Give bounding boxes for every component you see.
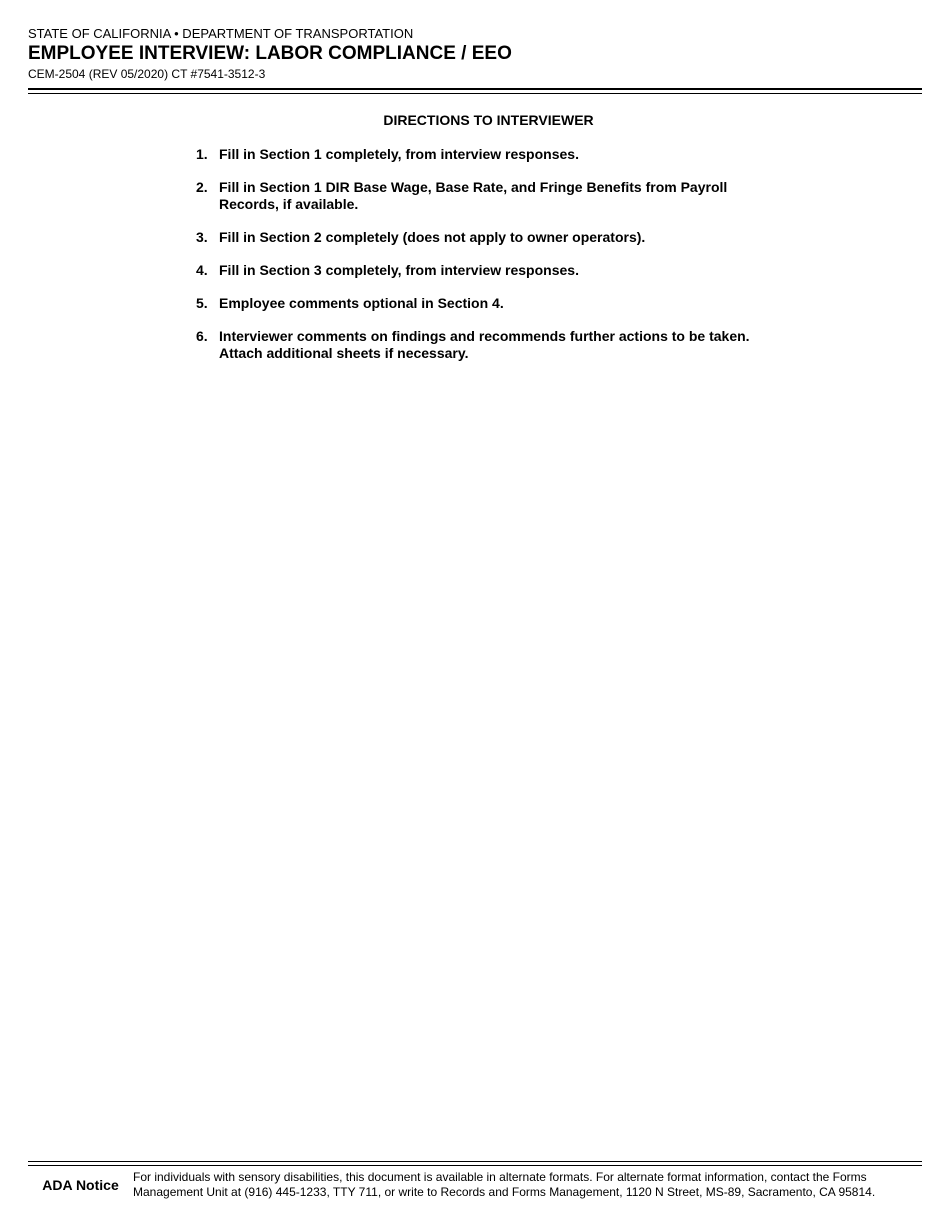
direction-number: 1. bbox=[196, 146, 208, 162]
direction-text: Fill in Section 1 completely, from interview responses. bbox=[219, 146, 579, 162]
direction-number: 3. bbox=[196, 229, 208, 245]
direction-item bbox=[196, 146, 766, 163]
directions-heading: DIRECTIONS TO INTERVIEWER bbox=[383, 112, 594, 128]
ada-notice bbox=[28, 1170, 922, 1200]
direction-text: Fill in Section 2 completely (does not apply to owner operators). bbox=[219, 229, 646, 245]
direction-item bbox=[196, 295, 766, 312]
direction-number: 5. bbox=[196, 295, 208, 311]
direction-item bbox=[196, 262, 766, 279]
form-header bbox=[28, 26, 922, 82]
agency-name: STATE OF CALIFORNIA • DEPARTMENT OF TRANSPORTATION bbox=[28, 26, 414, 41]
direction-number: 6. bbox=[196, 328, 208, 344]
form-number: CEM-2504 (REV 05/2020) CT #7541-3512-3 bbox=[28, 67, 266, 81]
ada-notice-text: For individuals with sensory disabilities, this document is available in alternate formats. For alternate format information, contact the Forms Management Unit at (916) 445-1233, TTY 711, or write to Records and Forms Management, 1120 N Street, MS-89, Sacramento, CA 95814. bbox=[133, 1170, 876, 1199]
ada-notice-label: ADA Notice bbox=[42, 1176, 119, 1193]
form-title: EMPLOYEE INTERVIEW: LABOR COMPLIANCE / EEO bbox=[28, 43, 512, 64]
direction-item bbox=[196, 328, 766, 362]
footer-divider bbox=[28, 1161, 922, 1166]
direction-text: Fill in Section 3 completely, from interview responses. bbox=[219, 262, 579, 278]
direction-item bbox=[196, 229, 766, 246]
header-divider bbox=[28, 88, 922, 94]
direction-text: Fill in Section 1 DIR Base Wage, Base Rate, and Fringe Benefits from Payroll Records, if available. bbox=[219, 179, 728, 212]
direction-number: 2. bbox=[196, 179, 208, 195]
direction-item bbox=[196, 179, 766, 213]
directions-list bbox=[196, 146, 766, 378]
direction-text: Interviewer comments on findings and recommends further actions to be taken. Attach additional sheets if necessary. bbox=[219, 328, 750, 361]
direction-text: Employee comments optional in Section 4. bbox=[219, 295, 504, 311]
direction-number: 4. bbox=[196, 262, 208, 278]
